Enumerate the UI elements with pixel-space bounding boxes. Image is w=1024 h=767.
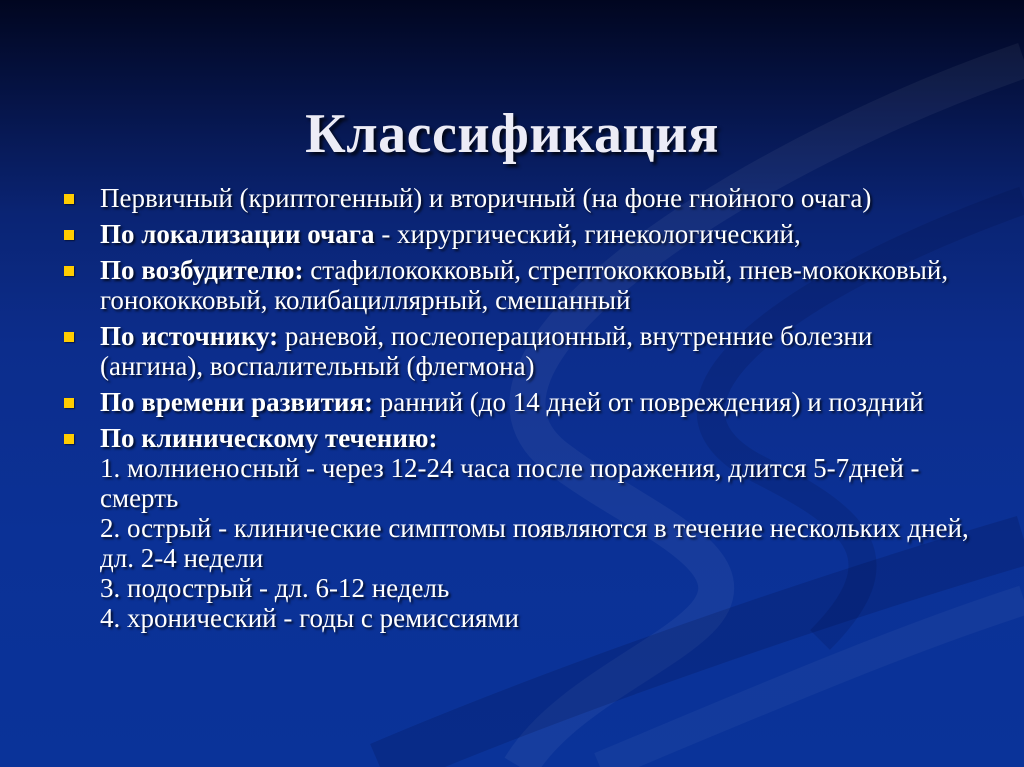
course-line-chronic: 4. хронический - годы с ремиссиями	[100, 603, 520, 633]
bullet-text: - хирургический, гинекологический,	[374, 219, 801, 249]
bullet-item-development-time	[62, 387, 982, 417]
yellow-square-bullet-icon	[64, 194, 74, 204]
slide-title: Классификация	[305, 102, 719, 165]
bullet-item-localization	[62, 219, 982, 249]
bullet-item-clinical-course	[62, 423, 982, 633]
yellow-square-bullet-icon	[64, 230, 74, 240]
bullet-bold-label: По клиническому течению:	[100, 423, 438, 453]
bullet-item-pathogen	[62, 255, 982, 315]
bullet-text: Первичный (криптогенный) и вторичный (на фоне гнойного очага)	[100, 183, 872, 213]
course-line-subacute: 3. подострый - дл. 6-12 недель	[100, 573, 450, 603]
bullet-bold-label: По источнику:	[100, 321, 279, 351]
course-line-acute: 2. острый - клинические симптомы появляются в течение нескольких дней, дл. 2-4 недели	[100, 513, 969, 573]
bullet-text: раневой, послеоперационный, внутренние болезни (ангина), воспалительный (флегмона)	[100, 321, 873, 381]
bullet-text: ранний (до 14 дней от повреждения) и поздний	[373, 387, 924, 417]
yellow-square-bullet-icon	[64, 332, 74, 342]
bullet-item-source	[62, 321, 982, 381]
bullet-text: стафилококковый, стрептококковый, пнев-мококковый, гонококковый, колибациллярный, смешанный	[100, 255, 949, 315]
bullet-bold-label: По локализации очага	[100, 219, 375, 249]
course-line-fulminant: 1. молниеносный - через 12-24 часа после поражения, длится 5-7дней - смерть	[100, 453, 920, 513]
bullet-list	[62, 183, 982, 639]
bullet-bold-label: По времени развития:	[100, 387, 373, 417]
yellow-square-bullet-icon	[64, 434, 74, 444]
bullet-item-primary-secondary	[62, 183, 982, 213]
yellow-square-bullet-icon	[64, 266, 74, 276]
bullet-bold-label: По возбудителю:	[100, 255, 304, 285]
yellow-square-bullet-icon	[64, 398, 74, 408]
